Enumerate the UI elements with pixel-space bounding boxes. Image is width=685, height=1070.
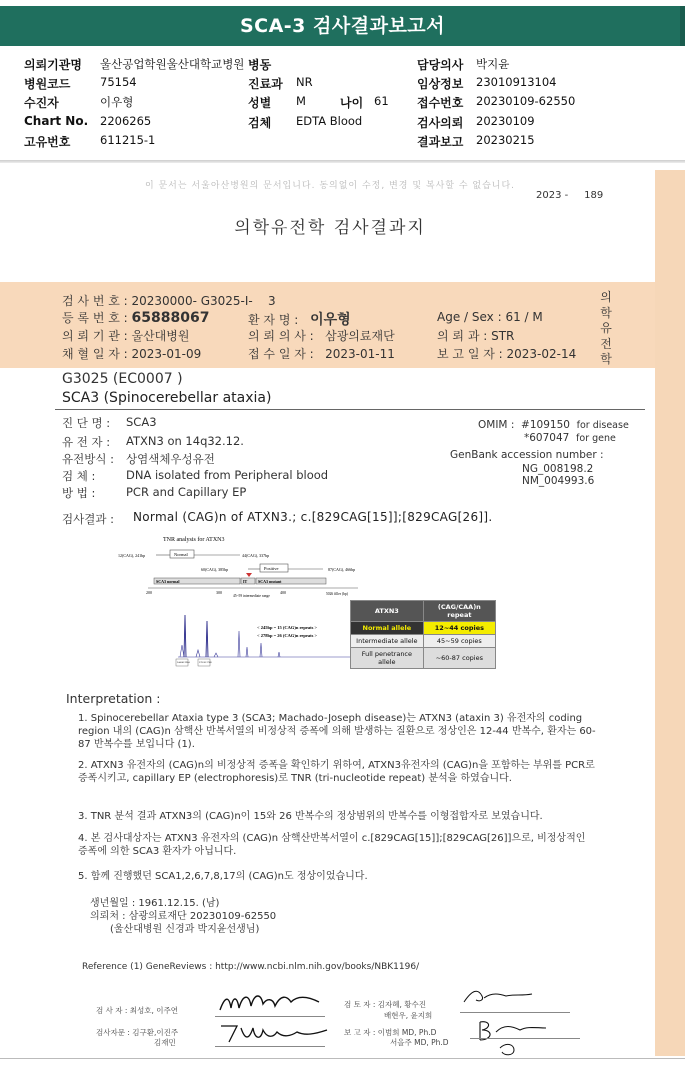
bar-mutant-label: SCA3 mutant bbox=[258, 579, 282, 584]
coll-value: 2023-01-09 bbox=[131, 347, 202, 361]
req-doc-label: 의 뢰 의 사 : bbox=[248, 329, 314, 343]
recv-label: 접 수 일 자 : bbox=[248, 347, 314, 361]
requester: 의뢰처 : 삼광의료재단 20230109-62550 bbox=[90, 911, 277, 922]
allele-type: Full penetrance allele bbox=[351, 648, 424, 669]
allele-copies: ~60-87 copies bbox=[423, 648, 495, 669]
label-normal: Normal bbox=[174, 552, 188, 557]
gene-value: ATXN3 on 14q32.12. bbox=[126, 434, 244, 448]
vertical-char: 학 bbox=[600, 352, 612, 366]
report-date bbox=[437, 345, 576, 362]
spec-value: DNA isolated from Peripheral blood bbox=[126, 468, 329, 482]
bar-normal-label: SCA3 normal bbox=[156, 579, 180, 584]
doctor-value: 박지윤 bbox=[476, 57, 510, 71]
test-no-label: 검 사 번 호 : bbox=[62, 294, 128, 308]
dx-label: 진 단 명 : bbox=[62, 416, 111, 430]
report-title: SCA-3 검사결과보고서 bbox=[0, 6, 685, 46]
allele-row-full bbox=[351, 648, 496, 669]
reviewer-label: 검 토 자 : 김자혜, 황수진 bbox=[344, 1000, 427, 1009]
range-note: 45~59 intermediate range bbox=[233, 594, 270, 598]
scan-margin-strip bbox=[655, 170, 685, 1056]
vertical-char: 의 bbox=[600, 290, 612, 304]
patient-name-label: 환 자 명 : bbox=[248, 313, 299, 327]
requester-detail: (울산대병원 신경과 박지윤선생님) bbox=[110, 924, 260, 935]
coll-label: 채 혈 일 자 : bbox=[62, 347, 128, 361]
inst-label: 의 뢰 기 관 : bbox=[62, 329, 128, 343]
watermark-text: 이 문서는 서울아산병원의 문서입니다. 동의없이 수정, 변경 및 복사할 수 없습니다. bbox=[144, 181, 516, 191]
col-atxn3: ATXN3 bbox=[351, 601, 424, 622]
omim-disease bbox=[478, 419, 629, 431]
report-date-label: 결과보고 bbox=[417, 135, 464, 149]
doc-num: 189 bbox=[584, 190, 604, 201]
req-doc-value: 삼광의료재단 bbox=[325, 329, 395, 343]
omim-gene bbox=[524, 432, 616, 444]
reference: Reference (1) GeneReviews : http://www.ncbi.nlm.nih.gov/books/NBK1196/ bbox=[82, 962, 420, 972]
interpretation-p4: 4. 본 검사대상자는 ATXN3 유전자의 (CAG)n 삼핵산반복서열이 c.[829CAG[15]];[829CAG[26]]으로, 비정상적인 증폭에 의한 SCA3 환자가 아닙니다. bbox=[78, 833, 586, 857]
reporter-signature bbox=[470, 1014, 550, 1058]
inst-value: 울산대병원 bbox=[131, 329, 190, 343]
advisor-label: 검사자문 : 김구환,이진주 bbox=[96, 1028, 179, 1037]
genbank-label: GenBank accession number : bbox=[450, 449, 604, 461]
signature-line bbox=[460, 1012, 570, 1013]
chart-label: Chart No. bbox=[24, 114, 89, 128]
vertical-char: 전 bbox=[600, 336, 612, 351]
collection-date bbox=[62, 345, 201, 362]
clinical-value: 23010913104 bbox=[476, 75, 557, 89]
signature-line bbox=[215, 1016, 325, 1017]
clinical-label: 임상정보 bbox=[417, 77, 464, 91]
omim-label: OMIM : bbox=[478, 419, 515, 431]
reporter-label: 보 고 자 : 이범희 MD, Ph.D bbox=[344, 1028, 437, 1037]
allele-table-header bbox=[351, 601, 496, 622]
request-value: 20230109 bbox=[476, 114, 535, 128]
scan-title: 의학유전학 검사결과지 bbox=[234, 218, 426, 238]
bar-mid-label: IT bbox=[243, 579, 248, 584]
peak-note-2: < 278bp = 26 (CAG)n repeats > bbox=[257, 633, 318, 638]
method-value: PCR and Capillary EP bbox=[126, 485, 247, 499]
genbank-2: NM_004993.6 bbox=[522, 475, 595, 487]
receipt-value: 20230109-62550 bbox=[476, 94, 576, 108]
institution bbox=[62, 327, 189, 344]
spec-label: 검 체 : bbox=[62, 469, 96, 483]
request-label: 검사의뢰 bbox=[417, 116, 464, 130]
report-date-value: 20230215 bbox=[476, 133, 535, 147]
result-value: Normal (CAG)n of ATXN3.; c.[829CAG[15]];[829CAG[26]]. bbox=[133, 510, 493, 524]
id-value: 611215-1 bbox=[100, 133, 156, 147]
test-no-suffix: 3 bbox=[268, 294, 276, 308]
chart-value: 2206265 bbox=[100, 114, 152, 128]
peak-label-1: 244.86 2904 bbox=[177, 661, 190, 664]
header-row bbox=[0, 94, 685, 113]
reg-no bbox=[62, 309, 209, 326]
tester-label: 검 사 자 : 최성호, 이주연 bbox=[96, 1006, 179, 1015]
omim-2-note: for gene bbox=[576, 433, 616, 444]
label-60cag: 60(CAG), 385bp bbox=[201, 567, 229, 572]
patient-name bbox=[248, 309, 351, 329]
sex-value: M bbox=[296, 94, 306, 108]
test-no bbox=[62, 292, 276, 309]
hospital-label: 의뢰기관명 bbox=[24, 58, 82, 72]
dept-value: NR bbox=[296, 75, 313, 89]
age-label: 나이 bbox=[340, 96, 364, 110]
vertical-char: 학 bbox=[600, 305, 612, 320]
reporter-label-2: 서을주 MD, Ph.D bbox=[390, 1038, 449, 1047]
rep-label: 보 고 일 자 : bbox=[437, 347, 503, 361]
allele-row-intermediate bbox=[351, 635, 496, 648]
vertical-char: 유 bbox=[600, 321, 612, 335]
signature-line bbox=[215, 1046, 325, 1047]
marker-arrow bbox=[246, 573, 252, 577]
disease-name: SCA3 (Spinocerebellar ataxia) bbox=[62, 390, 272, 406]
receipt-date bbox=[248, 345, 395, 362]
agesex-label: Age / Sex : bbox=[437, 310, 502, 324]
dx-value: SCA3 bbox=[126, 415, 157, 429]
allele-type: Normal allele bbox=[351, 622, 424, 635]
req-dept-label: 의 뢰 과 : bbox=[437, 329, 488, 343]
age-value: 61 bbox=[374, 94, 389, 108]
header-divider bbox=[0, 160, 685, 163]
specimen-value: EDTA Blood bbox=[296, 114, 363, 128]
label-44cag: 44(CAG), 337bp bbox=[242, 553, 270, 558]
label-positive: Positive bbox=[264, 566, 279, 571]
header-row bbox=[0, 114, 685, 133]
birth-date: 생년월일 : 1961.12.15. (남) bbox=[90, 898, 220, 909]
interpretation-p3: 3. TNR 분석 결과 ATXN3의 (CAG)n이 15와 26 반복수의 정상범위의 반복수를 이형접합자로 보였습니다. bbox=[78, 811, 543, 822]
reviewer-label-2: 배현우, 윤지희 bbox=[384, 1011, 433, 1020]
tester-signature bbox=[215, 988, 325, 1016]
interpretation-title: Interpretation : bbox=[66, 691, 161, 706]
interpretation-p5: 5. 함께 진행했던 SCA1,2,6,7,8,17의 (CAG)n도 정상이었습니다. bbox=[78, 871, 368, 882]
requesting-dept bbox=[437, 327, 514, 344]
peak-note-1: < 245bp = 15 (CAG)n repeats > bbox=[257, 625, 318, 630]
hospital-value: 울산공업학원울산대학교병원 bbox=[100, 57, 245, 71]
patient-label: 수진자 bbox=[24, 96, 59, 110]
allele-copies: 45~59 copies bbox=[423, 635, 495, 648]
method-label: 방 법 : bbox=[62, 486, 96, 500]
doc-number bbox=[536, 190, 603, 201]
header-row bbox=[0, 75, 685, 94]
receipt-label: 접수번호 bbox=[417, 96, 464, 110]
header-row bbox=[0, 56, 685, 75]
col-repeat: (CAG/CAA)n repeat bbox=[423, 601, 495, 622]
label-12cag: 12(CAG), 241bp bbox=[118, 553, 146, 558]
gene-label: 유 전 자 : bbox=[62, 435, 111, 449]
reviewer-signature bbox=[460, 984, 540, 1010]
vertical-label bbox=[598, 290, 614, 368]
omim-2: *607047 bbox=[524, 432, 570, 444]
header-row bbox=[0, 133, 685, 152]
tick-300: 300 bbox=[216, 590, 222, 595]
agesex-value: 61 / M bbox=[505, 310, 543, 324]
signature-line bbox=[470, 1038, 580, 1039]
advisor-label-2: 김재민 bbox=[154, 1038, 176, 1047]
tick-400: 400 bbox=[280, 590, 286, 595]
result-label: 검사결과 : bbox=[62, 512, 114, 526]
allele-copies: 12~44 copies bbox=[423, 622, 495, 635]
section-divider bbox=[55, 409, 645, 410]
test-no-value: 20230000- G3025-I- bbox=[131, 294, 253, 308]
omim-1-note: for disease bbox=[576, 420, 629, 431]
id-label: 고유번호 bbox=[24, 135, 71, 149]
omim-1: #109150 bbox=[521, 419, 570, 431]
peak-label-2: 278.26 2768 bbox=[199, 661, 212, 664]
age-sex bbox=[437, 310, 543, 324]
page-bottom-line bbox=[0, 1058, 685, 1059]
req-dept-value: STR bbox=[491, 329, 515, 343]
figure-title: TNR analysis for ATXN3 bbox=[163, 537, 225, 543]
tick-200: 200 bbox=[146, 590, 152, 595]
doctor-label: 담당의사 bbox=[417, 58, 464, 72]
allele-caption: *. Allele sizes of ATXN3 gene bbox=[354, 602, 409, 607]
ward-label: 병동 bbox=[248, 58, 272, 72]
sex-label: 성별 bbox=[248, 96, 272, 110]
advisor-signature bbox=[215, 1018, 335, 1046]
reg-value: 65888067 bbox=[131, 310, 210, 326]
reg-label: 등 록 번 호 : bbox=[62, 311, 128, 325]
patient-value: 이우형 bbox=[100, 95, 134, 109]
doc-year: 2023 - bbox=[536, 190, 569, 201]
hcode-value: 75154 bbox=[100, 75, 137, 89]
patient-name-value: 이우형 bbox=[310, 312, 351, 328]
allele-size-table bbox=[350, 600, 496, 669]
requesting-doctor bbox=[248, 327, 395, 344]
hcode-label: 병원코드 bbox=[24, 77, 71, 91]
report-header bbox=[0, 52, 685, 152]
inherit-value: 상염색체우성유전 bbox=[126, 452, 215, 466]
genbank-1: NG_008198.2 bbox=[522, 463, 594, 475]
allele-row-normal bbox=[351, 622, 496, 635]
label-87cag: 87(CAG), 466bp bbox=[328, 567, 356, 572]
test-code: G3025 (EC0007 ) bbox=[62, 371, 183, 387]
rep-value: 2023-02-14 bbox=[506, 347, 577, 361]
allele-peaks bbox=[184, 615, 208, 657]
recv-value: 2023-01-11 bbox=[325, 347, 395, 361]
dept-label: 진료과 bbox=[248, 77, 283, 91]
inherit-label: 유전방식 : bbox=[62, 452, 114, 466]
interpretation-p2: 2. ATXN3 유전자의 (CAG)n의 비정상적 증폭을 확인하기 위하여, ATXN3유전자의 (CAG)n을 포함하는 부위를 PCR로 증폭시키고, capillary EP (electrophoresis)로 TNR (tri-nucleotide repeat) 분석을 하였습니다. bbox=[78, 760, 595, 784]
tick-filler: 5026 filler (bp) bbox=[326, 592, 348, 596]
specimen-label: 검체 bbox=[248, 116, 272, 130]
allele-type: Intermediate allele bbox=[351, 635, 424, 648]
interpretation-p1: 1. Spinocerebellar Ataxia type 3 (SCA3; Machado-Joseph disease)는 ATXN3 (ataxin 3) 유전자의 coding region 내의 (CAG)n 삼핵산 반복서열의 비정상적 증폭에 의해 발생하는 질환으로 정상인은 12-44 반복수, 환자는 60-87 반복수를 보입니다 (1). bbox=[78, 713, 596, 750]
